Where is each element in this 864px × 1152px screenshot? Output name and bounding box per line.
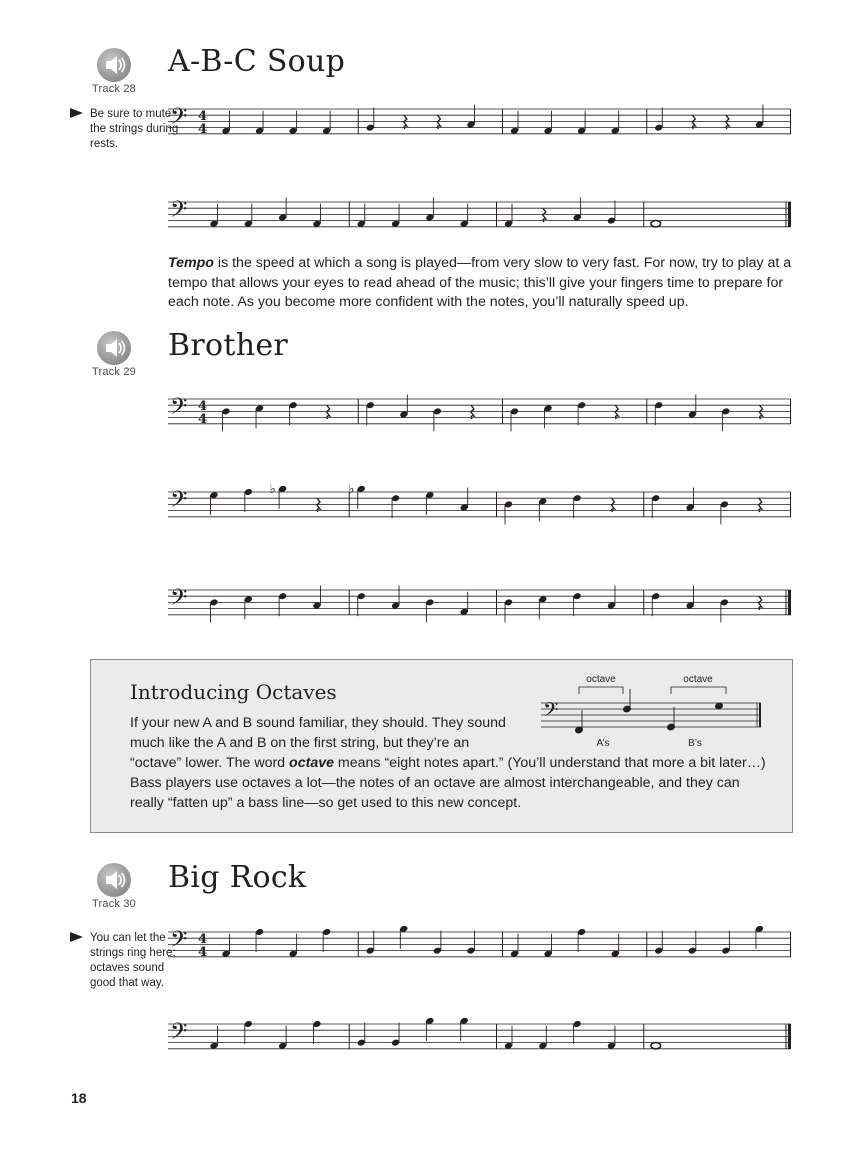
side-note-text: Be sure to mute the strings during rests.	[90, 108, 179, 150]
svg-text:𝄢: 𝄢	[170, 927, 188, 958]
svg-text:4: 4	[198, 412, 208, 427]
svg-text:𝄢: 𝄢	[170, 487, 188, 518]
svg-text:𝄢: 𝄢	[170, 394, 188, 425]
track-28-badge[interactable]	[84, 48, 144, 95]
introducing-octaves-box	[90, 659, 793, 833]
tempo-paragraph	[168, 254, 798, 313]
svg-text:𝄢: 𝄢	[170, 197, 188, 228]
staff-big-rock-2	[168, 1010, 798, 1080]
staff-big-rock-1	[168, 918, 798, 988]
svg-text:𝄢: 𝄢	[170, 1019, 188, 1050]
track-label: Track 30	[92, 898, 136, 910]
staff-abc-soup-1	[168, 95, 798, 165]
track-label: Track 29	[92, 366, 136, 378]
page-number: 18	[71, 1090, 87, 1106]
staff-brother-2	[168, 478, 798, 548]
svg-text:4: 4	[198, 945, 208, 960]
bracket-label-1: octave	[586, 674, 616, 685]
arrow-right-icon	[70, 932, 83, 942]
note-label-b: B’s	[688, 738, 702, 747]
track-label: Track 28	[92, 83, 136, 95]
octave-text-part1: If your new A and B sound familiar, they should. They sound much like the A and B on the first string, but they’re an	[130, 715, 506, 751]
svg-text:4: 4	[198, 399, 208, 414]
speaker-icon[interactable]	[97, 48, 131, 82]
octave-text-post: means “eight notes apart.” (You’ll understand that more a bit later…) Bass players use octaves a lot—the notes of an octave are almost interchangeable, and they can really “fatten up” a bass line—so get used to this new concept.	[130, 755, 766, 811]
staff-brother-1	[168, 385, 798, 455]
svg-text:♭: ♭	[269, 481, 276, 497]
bracket-label-2: octave	[683, 674, 713, 685]
svg-text:4: 4	[198, 109, 208, 124]
speaker-icon[interactable]	[97, 863, 131, 897]
svg-text:4: 4	[198, 932, 208, 947]
svg-text:𝄢: 𝄢	[170, 585, 188, 616]
tempo-text: is the speed at which a song is played—from very slow to very fast. For now, try to play at a tempo that allows your eyes to read ahead of the music; this’ll give your fingers time to prepare for each note. As you become more confident with the notes, you’ll naturally speed up.	[168, 255, 792, 310]
note-label-a: A’s	[596, 738, 610, 747]
side-note-text: You can let the strings ring here; octaves sound good that way.	[90, 932, 176, 989]
song-title-abc-soup: A-B-C Soup	[168, 44, 346, 79]
track-30-badge[interactable]	[84, 863, 144, 910]
svg-text:𝄢: 𝄢	[543, 698, 559, 726]
track-29-badge[interactable]	[84, 331, 144, 378]
song-title-big-rock: Big Rock	[168, 860, 307, 895]
svg-text:4: 4	[198, 122, 208, 137]
arrow-right-icon	[70, 108, 83, 118]
staff-abc-soup-2	[168, 188, 798, 258]
svg-text:𝄢: 𝄢	[170, 104, 188, 135]
octave-box-title: Introducing Octaves	[130, 680, 337, 704]
side-note-ring	[90, 931, 180, 991]
octave-text-pre: “octave” lower. The word	[130, 755, 290, 771]
tempo-term: Tempo	[168, 255, 214, 271]
octave-term: octave	[289, 755, 334, 771]
side-note-mute	[90, 107, 180, 152]
speaker-icon[interactable]	[97, 331, 131, 365]
octave-diagram	[541, 672, 771, 747]
staff-brother-3	[168, 576, 798, 646]
song-title-brother: Brother	[168, 328, 289, 363]
svg-text:♭: ♭	[348, 481, 355, 497]
